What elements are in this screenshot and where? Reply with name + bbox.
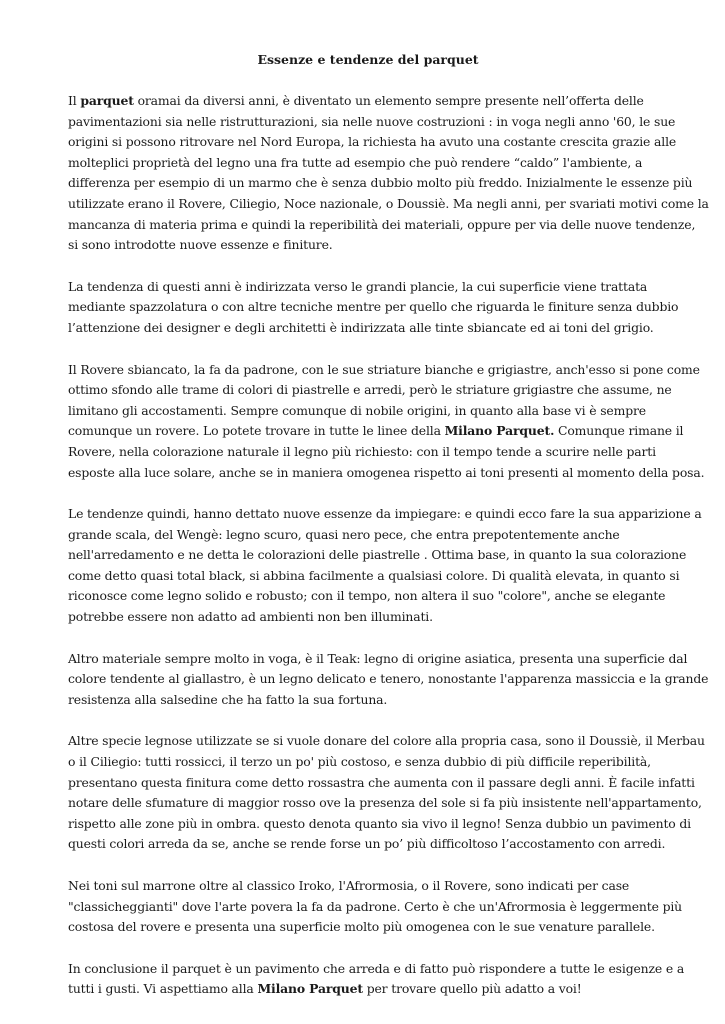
paragraph <box>68 91 709 256</box>
text-segment: si sono introdotte nuove essenze e finiture. <box>68 237 333 253</box>
text-segment: "classicheggianti" dove l'arte povera la fa da padrone. Certo è che un'Afrormosia è leggermente più <box>68 898 682 914</box>
text-segment: Le tendenze quindi, hanno dettato nuove essenze da impiegare: e quindi ecco fare la sua apparizione a <box>68 506 702 522</box>
text-line <box>68 690 668 711</box>
text-line <box>68 318 668 339</box>
paragraph <box>68 360 705 484</box>
paragraph <box>68 277 679 339</box>
text-line <box>68 380 672 401</box>
text-segment: riconosce come legno solido e robusto; con il tempo, non altera il suo "colore", anche se elegante <box>68 588 666 604</box>
text-line <box>68 91 668 112</box>
text-segment: mancanza di materia prima e quindi la reperibilità dei materiali, oppure per via delle nuove tendenze, <box>68 216 696 232</box>
text-line <box>68 607 668 628</box>
text-segment: esposte alla luce solare, anche se in maniera omogenea rispetto ai toni presenti al momento della posa. <box>68 464 705 480</box>
text-line <box>68 669 709 690</box>
text-line <box>68 876 668 897</box>
text-line <box>68 545 687 566</box>
text-line <box>68 401 668 422</box>
text-line <box>68 959 685 980</box>
text-segment: differenza per esempio di un marmo che è senza dubbio molto più freddo. Inizialmente le essenze più <box>68 175 693 191</box>
text-segment: origini si possono ritrovare nel Nord Europa, la richiesta ha avuto una costante crescita grazie alle <box>68 134 677 150</box>
text-line <box>68 215 696 236</box>
text-line <box>68 834 668 855</box>
text-segment: notare delle sfumature di maggior rosso ove la presenza del sole si fa più insistente nell'appartamento, <box>68 795 702 811</box>
text-segment: Il Rovere sbiancato, la fa da padrone, con le sue striature bianche e grigiastre, anch'esso si pone come <box>68 361 700 377</box>
text-segment: o il Ciliegio: tutti rossicci, il terzo un po' più costoso, e senza dubbio di più difficile reperibilità, <box>68 754 651 770</box>
paragraph <box>68 959 685 1000</box>
text-segment: oramai da diversi anni, è diventato un elemento sempre presente nell’offerta delle <box>133 93 644 108</box>
text-line <box>68 194 709 215</box>
text-segment: molteplici proprietà del legno una fra tutte ad esempio che può rendere “caldo” l'ambiente, a <box>68 154 643 170</box>
text-line <box>68 504 702 525</box>
text-segment: Altro materiale sempre molto in voga, è il Teak: legno di origine asiatica, presenta una superficie dal <box>68 650 688 666</box>
document-body <box>68 91 709 1000</box>
text-segment: l’attenzione dei designer e degli architetti è indirizzata alle tinte sbiancate ed ai toni del grigio. <box>68 319 654 335</box>
text-segment: grande scala, del Wengè: legno scuro, quasi nero pece, che entra prepotentemente anche <box>68 526 620 542</box>
text-segment: per trovare quello più adatto a voi! <box>362 981 582 997</box>
bold-text: Milano Parquet. <box>444 423 555 439</box>
text-line <box>68 731 705 752</box>
text-segment: Altre specie legnose utilizzate se si vuole donare del colore alla propria casa, sono il Doussiè, il Merbau <box>68 733 705 749</box>
text-line <box>68 586 668 607</box>
text-segment: utilizzate erano il Rovere, Ciliegio, Noce nazionale, o Doussiè. Ma negli anni, per svariati motivi come la <box>68 195 709 211</box>
text-line <box>68 235 668 256</box>
text-segment: limitano gli accostamenti. Sempre comunque di nobile origini, in quanto alla base vi è sempre <box>68 402 646 418</box>
text-line <box>68 442 668 463</box>
text-segment: Il <box>68 93 81 108</box>
text-line <box>68 112 676 133</box>
text-segment: nell'arredamento e ne detta le colorazioni delle piastrelle . Ottima base, in quanto la sua colorazione <box>68 547 687 563</box>
text-segment: In conclusione il parquet è un pavimento che arreda e di fatto può rispondere a tutte le esigenze e a <box>68 960 685 976</box>
text-segment: Rovere, nella colorazione naturale il legno più richiesto: con il tempo tende a scurire nelle parti <box>68 443 656 459</box>
text-segment: pavimentazioni sia nelle ristrutturazioni, sia nelle nuove costruzioni : in voga negli anno '60, le sue <box>68 113 676 129</box>
text-line <box>68 649 688 670</box>
text-segment: Comunque rimane il <box>554 423 684 439</box>
text-segment: tutti i gusti. Vi aspettiamo alla <box>68 981 258 997</box>
text-line <box>68 525 668 546</box>
text-line <box>68 421 684 442</box>
text-line <box>68 917 668 938</box>
paragraph <box>68 649 709 711</box>
document-title: Essenze e tendenze del parquet <box>257 52 479 67</box>
text-line <box>68 173 693 194</box>
text-segment: presentano questa finitura come detto rossastra che aumenta con il passare degli anni. È facile infatti <box>68 774 695 790</box>
text-line <box>68 814 691 835</box>
text-line <box>68 153 668 174</box>
text-segment: potrebbe essere non adatto ad ambienti non ben illuminati. <box>68 609 433 625</box>
bold-text: parquet <box>80 93 134 108</box>
text-segment: resistenza alla salsedine che ha fatto la sua fortuna. <box>68 691 388 707</box>
text-segment: colore tendente al giallastro, è un legno delicato e tenero, nonostante l'apparenza massiccia e la grande <box>68 671 709 687</box>
text-line <box>68 897 682 918</box>
text-line <box>68 277 668 298</box>
text-line <box>68 773 695 794</box>
text-line <box>68 297 679 318</box>
bold-text: Milano Parquet <box>257 981 363 997</box>
paragraph <box>68 876 682 938</box>
paragraph <box>68 504 702 628</box>
document-page <box>68 50 709 1021</box>
text-line <box>68 132 677 153</box>
text-segment: come detto quasi total black, si abbina facilmente a qualsiasi colore. Di qualità elevata, in quanto si <box>68 567 680 583</box>
text-segment: La tendenza di questi anni è indirizzata verso le grandi plancie, la cui superficie viene trattata <box>68 278 648 294</box>
text-segment: Nei toni sul marrone oltre al classico Iroko, l'Afrormosia, o il Rovere, sono indicati per case <box>68 878 630 893</box>
text-line <box>68 793 702 814</box>
text-segment: questi colori arreda da se, anche se rende forse un po’ più difficoltoso l’accostamento con arredi. <box>68 836 666 852</box>
text-line <box>68 360 700 381</box>
text-line <box>68 979 668 1000</box>
text-segment: costosa del rovere e presenta una superficie molto più omogenea con le sue venature parallele. <box>68 919 655 935</box>
text-line <box>68 752 668 773</box>
text-line <box>68 566 680 587</box>
text-segment: rispetto alle zone più in ombra. questo denota quanto sia vivo il legno! Senza dubbio un pavimento di <box>68 815 691 831</box>
text-line <box>68 463 705 484</box>
text-segment: ottimo sfondo alle trame di colori di piastrelle e arredi, però le striature grigiastre che assume, ne <box>68 382 672 398</box>
text-segment: comunque un rovere. Lo potete trovare in tutte le linee della <box>68 423 445 439</box>
paragraph <box>68 731 705 855</box>
text-segment: mediante spazzolatura o con altre tecniche mentre per quello che riguarda le finiture senza dubbio <box>68 299 679 315</box>
